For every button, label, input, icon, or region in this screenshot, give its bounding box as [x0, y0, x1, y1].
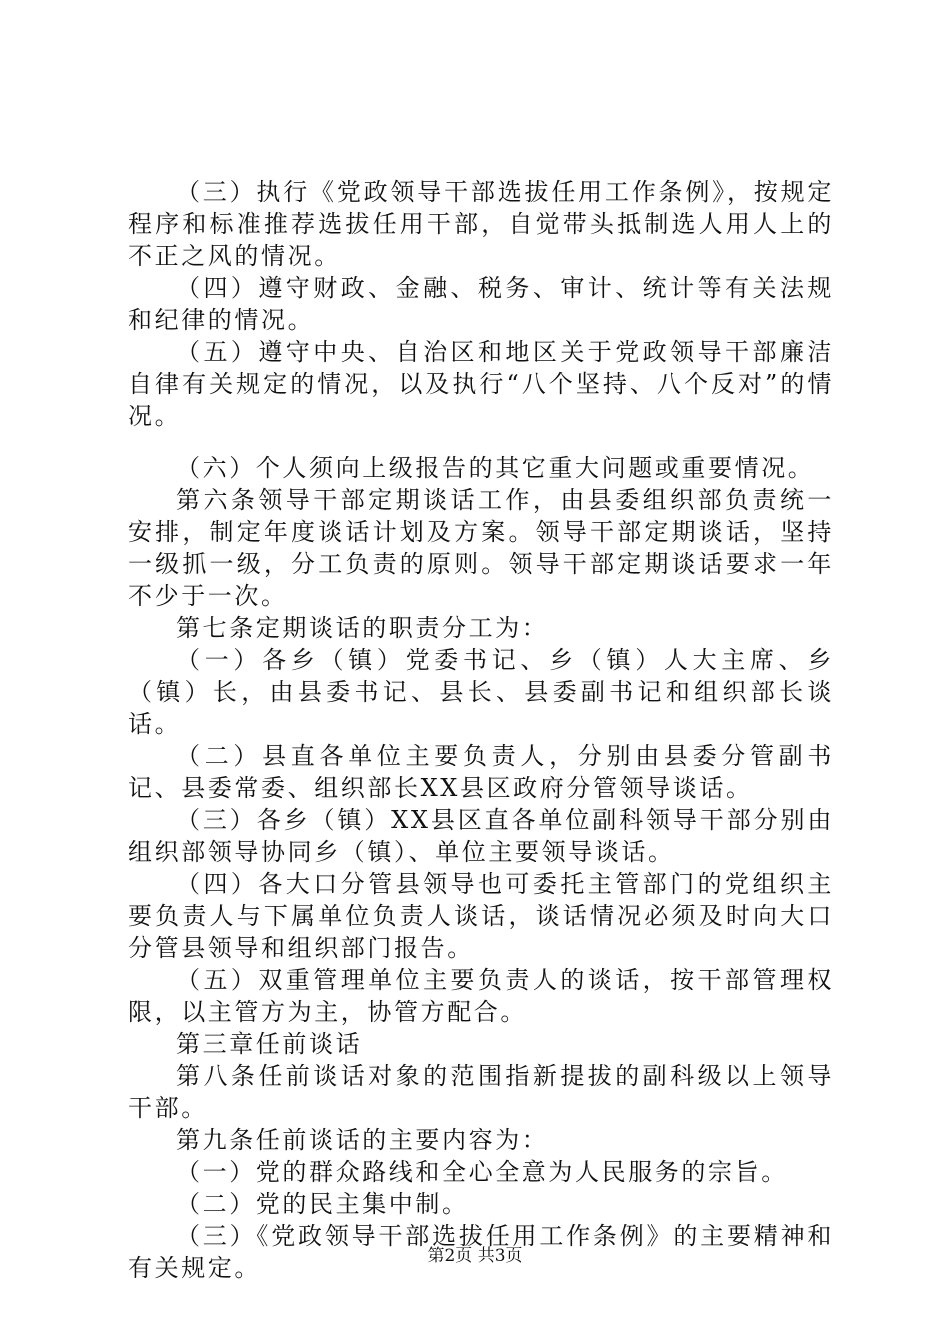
- article-9-item-3: （三）《党政领导干部选拔任用工作条例》的主要精神和有关规定。: [128, 1222, 834, 1282]
- paragraph-6-report: （六）个人须向上级报告的其它重大问题或重要情况。: [176, 454, 815, 482]
- article-7-item-1: （一）各乡（镇）党委书记、乡（镇）人大主席、乡（镇）长，由县委书记、县长、县委副书记和组织部长谈话。: [128, 646, 834, 738]
- article-7-item-3: （三）各乡（镇）XX县区直各单位副科领导干部分别由组织部领导协同乡（镇）、单位主要领导谈话。: [128, 806, 834, 866]
- article-7-item-5: （五）双重管理单位主要负责人的谈话，按干部管理权限，以主管方为主，协管方配合。: [128, 966, 834, 1026]
- article-9: 第九条任前谈话的主要内容为：: [176, 1126, 549, 1154]
- article-9-item-2: （二）党的民主集中制。: [176, 1190, 469, 1218]
- paragraph-3-selection: （三）执行《党政领导干部选拔任用工作条例》，按规定程序和标准推荐选拔任用干部，自觉带头抵制选人用人上的不正之风的情况。: [128, 178, 834, 270]
- paragraph-4-finance: （四）遵守财政、金融、税务、审计、统计等有关法规和纪律的情况。: [128, 274, 834, 334]
- article-7: 第七条定期谈话的职责分工为：: [176, 614, 549, 642]
- article-7-item-2: （二）县直各单位主要负责人，分别由县委分管副书记、县委常委、组织部长XX县区政府分管领导谈话。: [128, 742, 834, 802]
- article-8: 第八条任前谈话对象的范围指新提拔的副科级以上领导干部。: [128, 1062, 834, 1122]
- article-7-item-4: （四）各大口分管县领导也可委托主管部门的党组织主要负责人与下属单位负责人谈话，谈话情况必须及时向大口分管县领导和组织部门报告。: [128, 870, 834, 962]
- page-number-footer: 第2页 共3页: [427, 1246, 523, 1266]
- paragraph-5-integrity: （五）遵守中央、自治区和地区关于党政领导干部廉洁自律有关规定的情况，以及执行“八个坚持、八个反对”的情况。: [128, 338, 834, 430]
- article-9-item-1: （一）党的群众路线和全心全意为人民服务的宗旨。: [176, 1158, 788, 1186]
- document-body: [128, 176, 834, 1284]
- chapter-3-heading: 第三章任前谈话: [176, 1030, 363, 1058]
- article-6: 第六条领导干部定期谈话工作，由县委组织部负责统一安排，制定年度谈话计划及方案。领导干部定期谈话，坚持一级抓一级，分工负责的原则。领导干部定期谈话要求一年不少于一次。: [128, 486, 834, 610]
